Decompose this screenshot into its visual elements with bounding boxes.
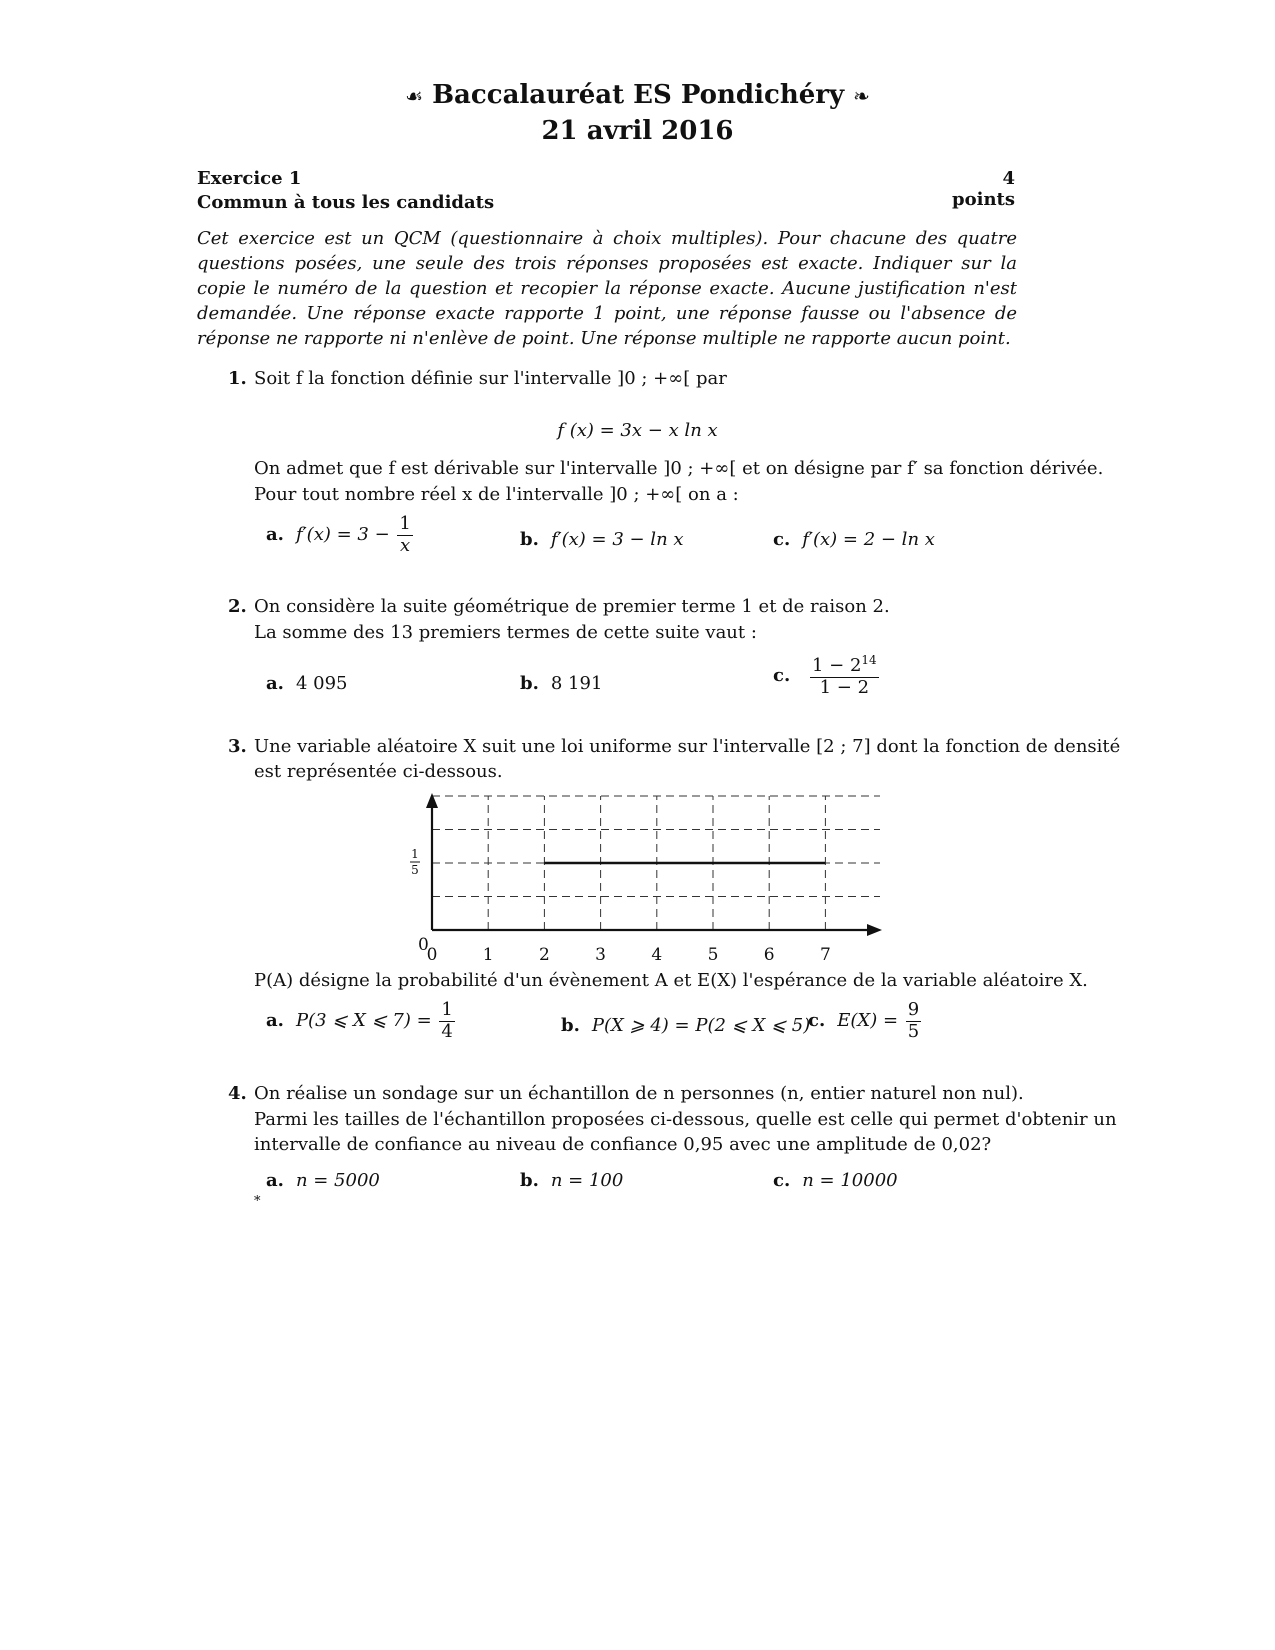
y-tick-numerator: 1 [411, 847, 419, 861]
x-tick-label: 7 [819, 945, 831, 965]
q4-a-label: a. [266, 1170, 284, 1191]
q3-option-c[interactable] [808, 1000, 923, 1042]
chart-labels [410, 847, 831, 965]
x-tick-label: 1 [482, 945, 494, 965]
q1-b-label: b. [520, 529, 539, 550]
q1-a-prefix: f′(x) = 3 − [295, 524, 390, 546]
q1-formula: f (x) = 3x − x ln x [557, 420, 718, 441]
ornament-left-icon: ☙ [405, 84, 424, 108]
q3-c-denominator: 5 [907, 1020, 920, 1042]
q4-option-c[interactable] [773, 1170, 898, 1191]
q1-c-text: f′(x) = 2 − ln x [802, 529, 935, 550]
y-axis-arrow-icon [426, 793, 438, 808]
q2-c-denominator: 1 − 2 [819, 676, 870, 698]
q4-b-text: n = 100 [550, 1170, 624, 1191]
x-tick-label: 6 [763, 945, 775, 965]
q2-line2: La somme des 13 premiers termes de cette suite vaut : [254, 622, 757, 643]
instructions: Cet exercice est un QCM (questionnaire à choix multiples). Pour chacune des quatre questions posées, une seule des trois réponses proposées est exacte. Indiquer sur la copie le numéro de la question et recopier la réponse exacte. Aucune justification n'est demandée. Une réponse exacte rapporte 1 point, une réponse fausse ou l'absence de réponse ne rapporte ni n'enlève de point. Une réponse multiple ne rapporte aucun point. [197, 228, 1017, 349]
x-axis-arrow-icon [867, 924, 882, 936]
exercise-points: 4 points [952, 168, 1015, 210]
q3-a-fraction [439, 1000, 454, 1042]
q4-option-b[interactable] [520, 1170, 623, 1191]
q1-a-denominator: x [400, 534, 411, 556]
q3-line1: Une variable aléatoire X suit une loi uniforme sur l'intervalle [2 ; 7] dont la fonction de densité [254, 736, 1121, 757]
q3-number: 3. [228, 736, 247, 757]
q4-c-label: c. [773, 1170, 791, 1191]
q3-c-label: c. [808, 1010, 826, 1032]
q1-line2: On admet que f est dérivable sur l'intervalle ]0 ; +∞[ et on désigne par f′ sa fonction dérivée. [254, 458, 1104, 479]
q1-c-label: c. [773, 529, 791, 550]
q1-a-numerator: 1 [399, 513, 411, 534]
q4-a-text: n = 5000 [295, 1170, 380, 1191]
q3-c-fraction [906, 1000, 921, 1042]
q2-a-label: a. [266, 673, 284, 694]
q3-a-numerator: 1 [441, 999, 453, 1020]
q2-c-num-base: 1 − 2 [811, 655, 862, 676]
q1-number: 1. [228, 368, 247, 389]
footer-mark: * [254, 1194, 261, 1209]
q4-b-label: b. [520, 1170, 539, 1191]
q3-option-b[interactable] [561, 1015, 810, 1036]
x-tick-label: 4 [651, 945, 663, 965]
q2-b-text: 8 191 [550, 673, 603, 694]
x-tick-label: 5 [707, 945, 719, 965]
q2-number: 2. [228, 596, 247, 617]
q4-line2: Parmi les tailles de l'échantillon proposées ci-dessous, quelle est celle qui permet d'obtenir un [254, 1109, 1117, 1130]
origin-label: 0 [418, 935, 429, 955]
q3-b-text: P(X ⩾ 4) = P(2 ⩽ X ⩽ 5) [591, 1015, 811, 1036]
q4-line3: intervalle de confiance au niveau de confiance 0,95 avec une amplitude de 0,02? [254, 1134, 992, 1155]
exam-date: 21 avril 2016 [541, 116, 734, 146]
q4-c-text: n = 10000 [802, 1170, 898, 1191]
title-text: Baccalauréat ES Pondichéry [432, 80, 845, 110]
x-tick-label: 0 [426, 945, 438, 965]
q2-line1: On considère la suite géométrique de premier terme 1 et de raison 2. [254, 596, 890, 617]
q1-b-text: f′(x) = 3 − ln x [550, 529, 684, 550]
q4-option-a[interactable] [266, 1170, 380, 1191]
exercise-label: Exercice 1 [197, 168, 302, 189]
q3-a-denominator: 4 [441, 1020, 453, 1042]
q2-b-label: b. [520, 673, 539, 694]
q3-a-prefix: P(3 ⩽ X ⩽ 7) = [295, 1010, 432, 1032]
q2-c-exponent: 14 [861, 653, 877, 667]
q3-b-label: b. [561, 1015, 580, 1036]
q1-line3: Pour tout nombre réel x de l'intervalle ]0 ; +∞[ on a : [254, 484, 739, 505]
q3-option-a[interactable] [266, 1000, 457, 1042]
x-tick-label: 2 [538, 945, 550, 965]
q3-a-label: a. [266, 1010, 284, 1032]
chart-axes [426, 793, 882, 936]
q3-after-text: P(A) désigne la probabilité d'un évènement A et E(X) l'espérance de la variable aléatoire X. [254, 970, 1088, 991]
q4-line1: On réalise un sondage sur un échantillon de n personnes (n, entier naturel non nul). [254, 1083, 1024, 1104]
q3-c-prefix: E(X) = [837, 1010, 899, 1032]
q1-a-label: a. [266, 524, 284, 546]
exercise-subtitle: Commun à tous les candidats [197, 192, 495, 213]
q3-line2: est représentée ci-dessous. [254, 761, 503, 782]
y-tick-denominator: 5 [411, 863, 419, 877]
q1-statement: Soit f la fonction définie sur l'intervalle ]0 ; +∞[ par [254, 368, 727, 389]
q3-c-numerator: 9 [907, 999, 920, 1020]
ornament-right-icon: ❧ [853, 84, 870, 108]
q2-a-text: 4 095 [295, 673, 348, 694]
q2-c-label: c. [773, 665, 791, 687]
x-tick-label: 3 [595, 945, 607, 965]
q4-number: 4. [228, 1083, 247, 1104]
